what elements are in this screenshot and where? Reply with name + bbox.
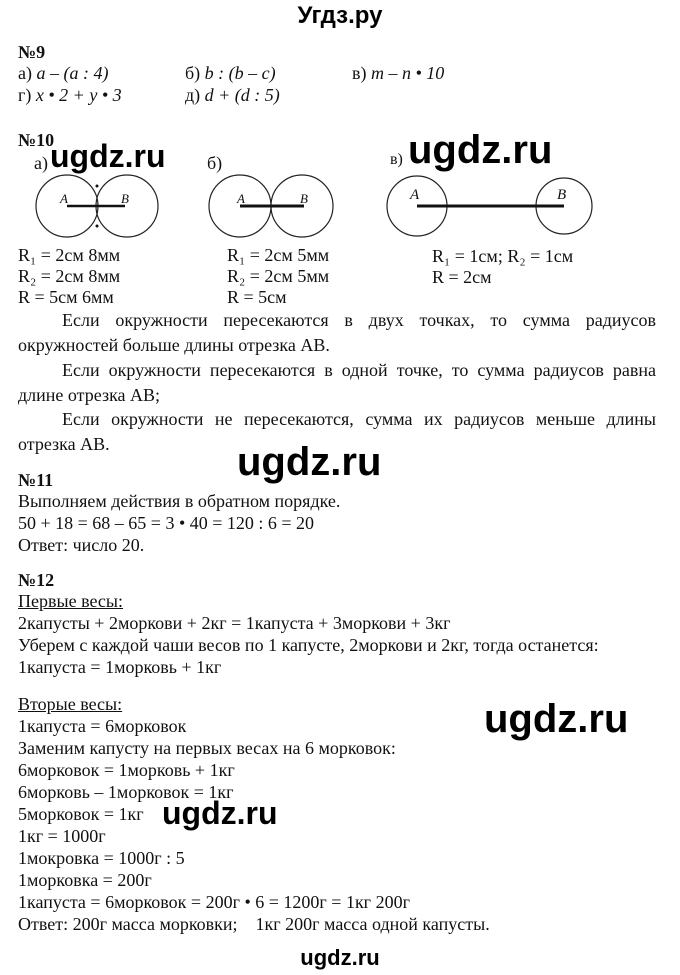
page-title: Угдз.ру (297, 2, 383, 29)
paragraph-text: Если окружности пересекаются в двух точках, то сумма радиусов окружностей больше длины отрезка AB. (18, 310, 656, 355)
item-label: д) (185, 85, 201, 105)
task9-number: №9 (18, 42, 46, 62)
item-label: а) (18, 63, 32, 83)
item-expr: b : (b – c) (204, 63, 276, 83)
task12-line: 1капуста = 6морковок = 200г • 6 = 1200г = 1кг 200г (18, 892, 410, 912)
fig-v-r: R = 2см (432, 267, 492, 287)
task12-line: 1капуста = 6морковок (18, 716, 187, 736)
task9-item-g (18, 85, 122, 105)
fig-b-r1: R₁ = 2см 5мм (227, 245, 330, 265)
task11-line: Выполняем действия в обратном порядке. (18, 491, 341, 511)
task12-line: 6морковок = 1морковь + 1кг (18, 760, 235, 780)
point-a-label: A (237, 191, 245, 206)
task9-item-v (352, 63, 444, 83)
item-expr: m – n • 10 (371, 63, 445, 83)
fig-v-r1r2: R₁ = 1см; R₂ = 1см (432, 246, 574, 266)
item-label: в) (352, 63, 367, 83)
task11-line: 50 + 18 = 68 – 65 = 3 • 40 = 120 : 6 = 20 (18, 513, 315, 533)
point-b-label: B (300, 191, 308, 206)
point-b-label: B (557, 187, 567, 203)
task12-line: Заменим капусту на первых весах на 6 морковок: (18, 738, 396, 758)
item-expr: d + (d : 5) (204, 85, 280, 105)
fig-a-r1: R₁ = 2см 8мм (18, 245, 121, 265)
watermark: ugdz.ru (162, 795, 278, 831)
watermark: ugdz.ru (237, 440, 382, 484)
item-label: б) (185, 63, 201, 83)
task9-item-d (185, 85, 280, 105)
task12-line: 1мокровка = 1000г : 5 (18, 848, 185, 868)
task12-line: 6морковь – 1морковок = 1кг (18, 782, 234, 802)
watermark: ugdz.ru (408, 128, 553, 172)
task9-item-b (185, 63, 276, 83)
fig-a-label: а) (34, 153, 48, 173)
task12-line: 5морковок = 1кг (18, 804, 144, 824)
task12-number: №12 (18, 570, 55, 590)
figure-b-touching-circles (200, 168, 350, 244)
fig-b-r: R = 5см (227, 287, 287, 307)
footer-watermark: ugdz.ru (300, 945, 380, 970)
item-label: г) (18, 85, 32, 105)
fig-a-r2: R₂ = 2см 8мм (18, 266, 121, 286)
watermark: ugdz.ru (484, 697, 629, 741)
fig-a-r: R = 5см 6мм (18, 287, 114, 307)
paragraph-two-points (18, 308, 656, 358)
item-expr: a – (a : 4) (36, 63, 109, 83)
fig-b-label: б) (207, 153, 223, 173)
figure-v-separate-circles (380, 174, 600, 240)
task12-line: 1кг = 1000г (18, 826, 106, 846)
first-scales-heading: Первые весы: (18, 591, 123, 611)
task12-answer: Ответ: 200г масса морковки; 1кг 200г масса одной капусты. (18, 914, 490, 934)
point-a-label: A (410, 187, 420, 203)
item-expr: x • 2 + y • 3 (35, 85, 122, 105)
task12-line: Уберем с каждой чаши весов по 1 капусте, 2моркови и 2кг, тогда останется: (18, 635, 599, 655)
second-scales-heading: Вторые весы: (18, 694, 123, 714)
paragraph-one-point (18, 358, 656, 408)
paragraph-text: Если окружности не пересекаются, сумма их радиусов меньше длины отрезка AB. (18, 409, 656, 454)
fig-b-r2: R₂ = 2см 5мм (227, 266, 330, 286)
task12-line: 1морковка = 200г (18, 870, 152, 890)
task11-number: №11 (18, 470, 54, 490)
task12-line: 2капусты + 2моркови + 2кг = 1капуста + 3моркови + 3кг (18, 613, 451, 633)
paragraph-text: Если окружности пересекаются в одной точке, то сумма радиусов равна длине отрезка AB; (18, 360, 656, 405)
fig-v-label: в) (390, 151, 403, 168)
point-a-label: A (60, 191, 68, 206)
task9-item-a (18, 63, 108, 83)
watermark: ugdz.ru (50, 138, 166, 174)
task10-number: №10 (18, 130, 55, 150)
task11-answer: Ответ: число 20. (18, 535, 145, 555)
task12-line: 1капуста = 1морковь + 1кг (18, 657, 222, 677)
point-b-label: B (121, 191, 129, 206)
figure-a-intersecting-circles (25, 168, 175, 244)
